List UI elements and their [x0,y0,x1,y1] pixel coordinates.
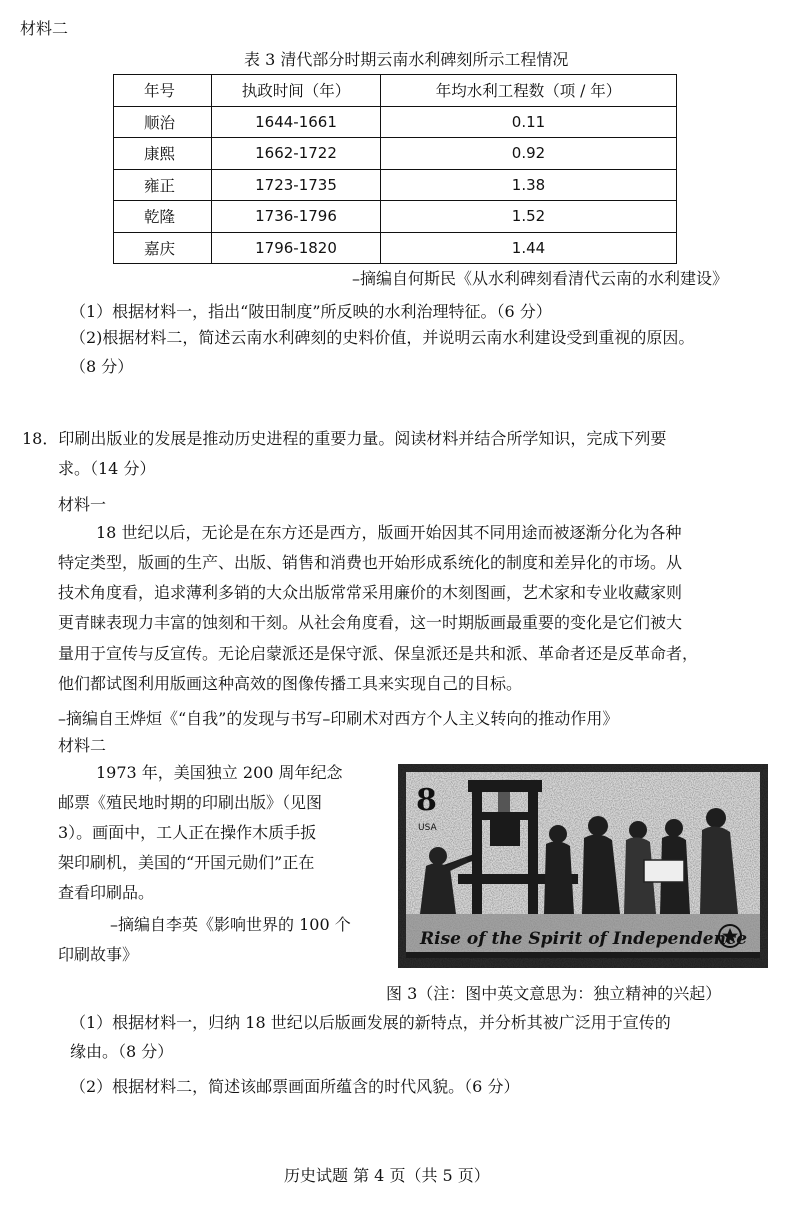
material2-label-q18: 材料二 [58,736,107,755]
q17-sub2-line1: （2)根据材料二，简述云南水利碑刻的史料价值，并说明云南水利建设受到重视的原因。 [70,328,695,347]
header-projects-per-year: 年均水利工程数（项 / 年） [381,75,677,107]
stamp-illustration [398,764,768,968]
q18-sub2: （2）根据材料二，简述该邮票画面所蕴含的时代风貌。（6 分） [70,1077,520,1096]
cell-period: 1644-1661 [212,106,381,138]
cell-period: 1796-1820 [212,232,381,264]
material2-line: 3）。画面中，工人正在操作木质手扳 [58,823,317,842]
page-footer: 历史试题 第 4 页（共 5 页） [284,1166,490,1185]
material2-line: 架印刷机，美国的“开国元勋们”正在 [58,853,315,872]
material1-line: 他们都试图利用版画这种高效的图像传播工具来实现自己的目标。 [58,674,523,693]
cell-value: 0.92 [381,138,677,170]
table-row [114,232,677,264]
q18-intro-line2: 求。（14 分） [58,459,156,478]
cell-value: 1.44 [381,232,677,264]
q18-intro-line1: 18．印刷出版业的发展是推动历史进程的重要力量。阅读材料并结合所学知识，完成下列要 [22,429,667,448]
cell-value: 0.11 [381,106,677,138]
material1-line: 特定类型，版画的生产、出版、销售和消费也开始形成系统化的制度和差异化的市场。从 [58,553,683,572]
material1-line: 量用于宣传与反宣传。无论启蒙派还是保守派、保皇派还是共和派、革命者还是反革命者， [58,644,699,663]
table-caption: 表 3 清代部分时期云南水利碑刻所示工程情况 [244,50,569,69]
cell-period: 1736-1796 [212,201,381,233]
cell-period: 1662-1722 [212,138,381,170]
cell-era: 康熙 [114,138,212,170]
stamp-country: USA [418,823,437,833]
material2-label: 材料二 [20,19,69,38]
table-row [114,169,677,201]
cell-value: 1.38 [381,169,677,201]
material2-source-line2: 印刷故事》 [58,945,139,964]
cell-era: 乾隆 [114,201,212,233]
table-row [114,138,677,170]
material1-source: –摘编自王烨烜《“自我”的发现与书写–印刷术对西方个人主义转向的推动作用》 [58,709,619,728]
header-era: 年号 [114,75,212,107]
material1-line: 更青睐表现力丰富的蚀刻和干刻。从社会角度看，这一时期版画最重要的变化是它们被大 [58,613,683,632]
cell-era: 顺治 [114,106,212,138]
q18-sub1-line2: 缘由。（8 分） [70,1042,174,1061]
q18-sub1-line1: （1）根据材料一，归纳 18 世纪以后版画发展的新特点，并分析其被广泛用于宣传的 [70,1013,671,1032]
material2-line: 1973 年，美国独立 200 周年纪念 [96,763,343,782]
stamp-banner-text: Rise of the Spirit of Independence [420,929,748,949]
cell-era: 雍正 [114,169,212,201]
material1-label: 材料一 [58,495,107,514]
cell-era: 嘉庆 [114,232,212,264]
material2-line: 邮票《殖民地时期的印刷出版》（见图 [58,793,323,812]
cell-period: 1723-1735 [212,169,381,201]
material2-line: 查看印刷品。 [58,883,155,902]
table-row [114,106,677,138]
cell-value: 1.52 [381,201,677,233]
material1-line: 技术角度看，追求薄利多销的大众出版常常采用廉价的木刻图画，艺术家和专业收藏家则 [58,583,683,602]
q17-sub1: （1）根据材料一，指出“陂田制度”所反映的水利治理特征。（6 分） [70,302,552,321]
table-source: –摘编自何斯民《从水利碑刻看清代云南的水利建设》 [352,269,729,288]
stamp-denomination: 8 [416,783,437,818]
material2-source-line1: –摘编自李英《影响世界的 100 个 [110,915,351,934]
water-projects-table [113,74,677,264]
table-row [114,201,677,233]
figure-caption: 图 3（注：图中英文意思为：独立精神的兴起） [386,984,722,1003]
header-reign-period: 执政时间（年） [212,75,381,107]
material1-line: 18 世纪以后，无论是在东方还是西方，版画开始因其不同用途而被逐渐分化为各种 [96,523,682,542]
table-header-row [114,75,677,107]
q17-sub2-line2: （8 分） [70,357,134,376]
